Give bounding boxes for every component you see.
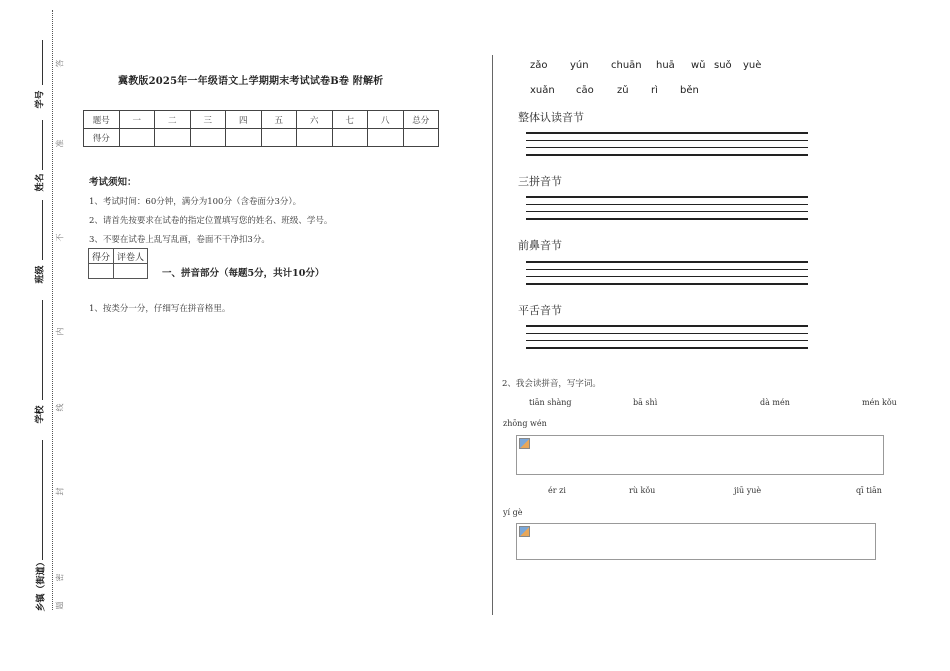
pinyin-word: mén kǒu xyxy=(862,398,897,407)
score-cell[interactable] xyxy=(226,129,262,147)
score-header-cell: 题号 xyxy=(84,111,120,129)
score-table-header-row xyxy=(84,111,439,129)
notice-item: 2、请首先按要求在试卷的指定位置填写您的姓名、班级、学号。 xyxy=(89,216,333,226)
score-table xyxy=(83,110,439,147)
image-placeholder-icon xyxy=(519,438,530,449)
pinyin-grid[interactable] xyxy=(526,261,808,285)
pinyin-word: zhōng wén xyxy=(503,419,547,428)
margin-label-xuexiao: 学校 xyxy=(35,405,46,424)
notice-item: 3、不要在试卷上乱写乱画，卷面不干净扣3分。 xyxy=(89,235,270,245)
margin-mark-nei: 内 xyxy=(55,327,65,336)
score-row-label: 得分 xyxy=(84,129,120,147)
pinyin-grid[interactable] xyxy=(526,196,808,220)
grader-reviewer-cell[interactable] xyxy=(114,264,148,279)
category-label: 平舌音节 xyxy=(518,304,562,317)
score-header-cell: 四 xyxy=(226,111,262,129)
pinyin-word: jiū yuè xyxy=(734,486,762,495)
pinyin-word: qī tiān xyxy=(856,486,882,495)
pinyin-grid[interactable] xyxy=(526,325,808,349)
syllable: huā xyxy=(656,60,675,71)
category-label: 整体认读音节 xyxy=(518,111,584,124)
score-cell[interactable] xyxy=(297,129,333,147)
score-header-cell: 二 xyxy=(155,111,191,129)
margin-mark-bu: 不 xyxy=(55,233,65,242)
margin-line-xiangzhen xyxy=(42,440,43,560)
score-cell[interactable] xyxy=(190,129,226,147)
score-cell[interactable] xyxy=(368,129,404,147)
syllable: yún xyxy=(570,60,589,71)
answer-image-box[interactable] xyxy=(516,523,876,560)
score-cell[interactable] xyxy=(155,129,191,147)
pinyin-word: yí gè xyxy=(503,508,523,517)
answer-image-box[interactable] xyxy=(516,435,884,475)
margin-mark-mi: 密 xyxy=(55,573,65,582)
score-header-cell: 六 xyxy=(297,111,333,129)
syllable: zǔ xyxy=(617,85,629,96)
margin-line-xuexiao xyxy=(42,300,43,400)
syllable: suǒ xyxy=(714,60,732,71)
grader-reviewer-label: 评卷人 xyxy=(114,249,148,264)
margin-mark-da: 答 xyxy=(55,59,65,68)
margin-label-banji: 班级 xyxy=(35,265,46,284)
score-header-cell: 五 xyxy=(261,111,297,129)
syllable: zǎo xyxy=(530,60,548,71)
notice-title: 考试须知： xyxy=(89,177,137,188)
margin-mark-feng: 封 xyxy=(55,487,65,496)
score-cell[interactable] xyxy=(332,129,368,147)
score-header-cell: 三 xyxy=(190,111,226,129)
syllable: chuān xyxy=(611,60,642,71)
grader-score-cell[interactable] xyxy=(89,264,114,279)
score-header-cell: 七 xyxy=(332,111,368,129)
pinyin-grid[interactable] xyxy=(526,132,808,156)
score-header-cell: 八 xyxy=(368,111,404,129)
score-table-score-row xyxy=(84,129,439,147)
margin-label-xiangzhen: 乡镇（街道） xyxy=(36,557,47,612)
category-label: 三拼音节 xyxy=(518,175,562,188)
syllable: rì xyxy=(651,85,658,96)
margin-mark-xian: 线 xyxy=(55,403,65,412)
pinyin-word: bā shì xyxy=(633,398,658,407)
page-title: 冀教版2025年一年级语文上学期期末考试试卷B卷 附解析 xyxy=(118,76,384,87)
margin-line-xingming xyxy=(42,120,43,170)
category-label: 前鼻音节 xyxy=(518,239,562,252)
score-cell[interactable] xyxy=(403,129,439,147)
page-divider xyxy=(492,55,493,615)
syllable: cāo xyxy=(576,85,594,96)
margin-mark-zhun: 准 xyxy=(55,139,65,148)
score-cell[interactable] xyxy=(261,129,297,147)
pinyin-word: ér zi xyxy=(548,486,566,495)
image-placeholder-icon xyxy=(519,526,530,537)
question-2: 2、我会读拼音，写字词。 xyxy=(502,379,601,389)
grader-score-label: 得分 xyxy=(89,249,114,264)
syllable: wǔ xyxy=(691,60,706,71)
pinyin-word: tiān shàng xyxy=(529,398,572,407)
question-1: 1、按类分一分，仔细写在拼音格里。 xyxy=(89,304,231,314)
score-header-cell: 总分 xyxy=(403,111,439,129)
pinyin-word: rù kǒu xyxy=(629,486,656,495)
notice-item: 1、考试时间：60分钟，满分为100分（含卷面分3分）。 xyxy=(89,197,302,207)
margin-line-xuehao xyxy=(42,40,43,85)
syllable: běn xyxy=(680,85,699,96)
section-title: 一、拼音部分（每题5分，共计10分） xyxy=(162,268,325,279)
margin-label-xuehao: 学号 xyxy=(35,90,46,109)
pinyin-word: dà mén xyxy=(760,398,790,407)
syllable: yuè xyxy=(743,60,762,71)
syllable: xuǎn xyxy=(530,85,555,96)
score-cell[interactable] xyxy=(119,129,155,147)
margin-mark-ti: 题 xyxy=(55,601,65,610)
margin-label-xingming: 姓名 xyxy=(35,173,46,192)
score-header-cell: 一 xyxy=(119,111,155,129)
grader-table xyxy=(88,248,148,279)
margin-line-banji xyxy=(42,200,43,260)
binding-dotted-line xyxy=(52,10,53,610)
